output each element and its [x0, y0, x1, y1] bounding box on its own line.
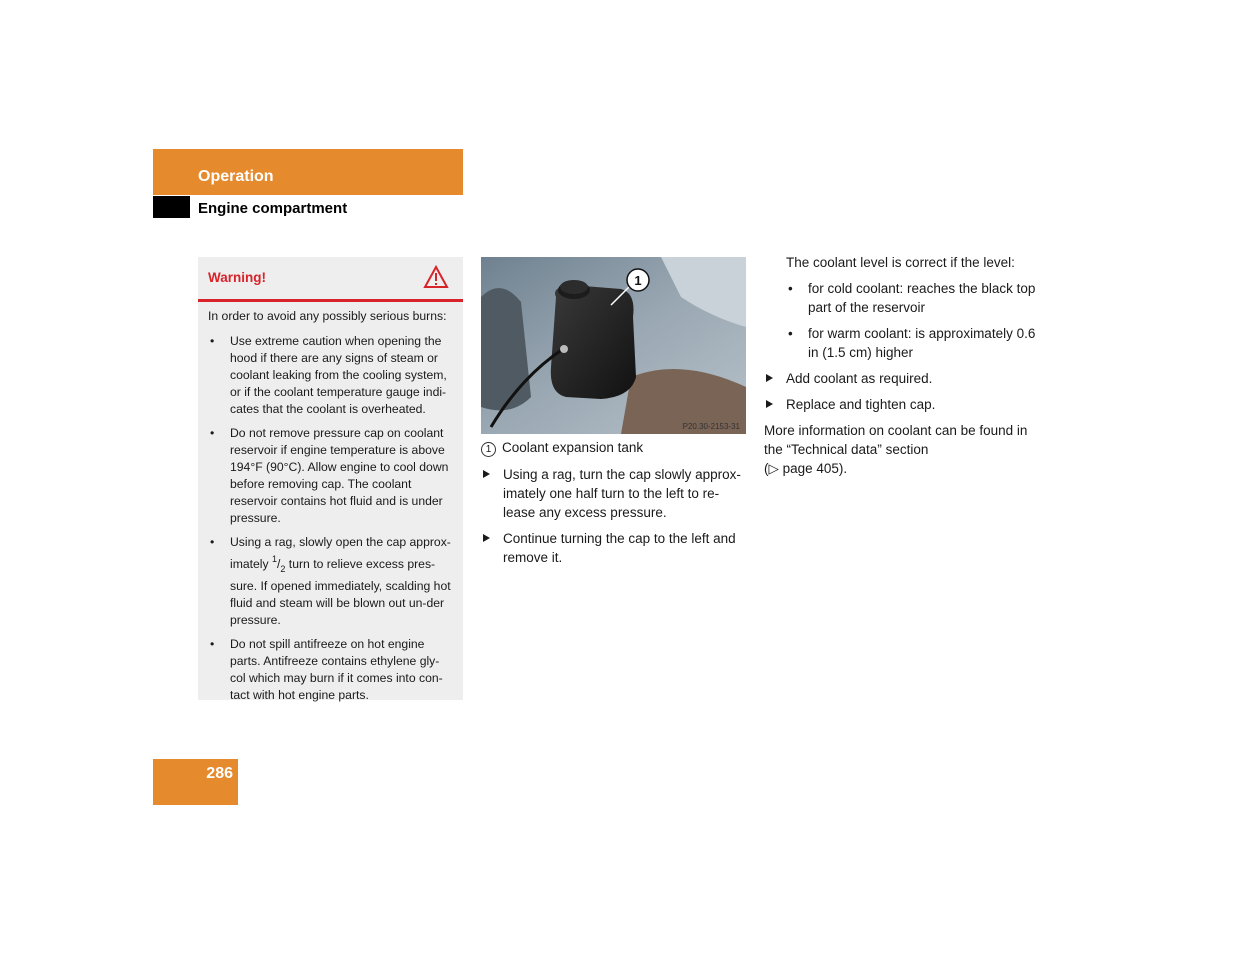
fraction-slash: /	[277, 557, 281, 571]
coolant-tank-photo	[481, 257, 746, 434]
step-text: Add coolant as required.	[786, 371, 933, 386]
page-number-box	[153, 759, 238, 805]
figure-caption	[481, 438, 751, 457]
step-text: Continue turning the cap to the left and remove it.	[503, 531, 736, 565]
photo-code: P20.30-2153-31	[682, 422, 740, 431]
warning-intro: In order to avoid any possibly serious burns:	[208, 309, 447, 323]
step-arrow-icon	[483, 470, 490, 478]
warning-header	[198, 257, 463, 302]
warning-item	[208, 534, 454, 629]
fraction-item-after: turn to relieve excess pres-sure. If opened immediately, scalding hot fluid and steam will be blown out un-der pressure.	[230, 557, 451, 627]
warning-list	[208, 333, 454, 704]
caption-number: 1	[481, 442, 496, 457]
warning-item: • Use extreme caution when opening the hood if there are any signs of steam or coolant leaking from the cooling system, or if the coolant temperature gauge indi-cates that the coolant is overheated.	[208, 333, 454, 418]
page-number: 286	[206, 765, 233, 782]
warning-title: Warning!	[208, 270, 266, 285]
subsection-tab-marker	[153, 196, 190, 218]
caption-text: Coolant expansion tank	[502, 440, 644, 455]
warning-item: • Do not remove pressure cap on coolant reservoir if engine temperature is above 194°F (90°C). Allow engine to cool down before removing cap. The coolant reservoir contains hot fluid and is under pressure.	[208, 425, 454, 527]
middle-column	[481, 438, 751, 574]
step-text: Replace and tighten cap.	[786, 397, 936, 412]
step-arrow-icon	[766, 374, 773, 382]
instruction-step	[481, 529, 751, 567]
instruction-step	[764, 369, 1039, 388]
step-arrow-icon	[483, 534, 490, 542]
instruction-step	[764, 395, 1039, 414]
page-reference-link[interactable]: (▷ page 405).	[764, 461, 848, 476]
subsection-title: Engine compartment	[198, 200, 348, 217]
coolant-level-bullet: • for warm coolant: is approximately 0.6 in (1.5 cm) higher	[764, 324, 1039, 362]
section-title: Operation	[198, 168, 274, 185]
more-info-body: More information on coolant can be found in the “Technical data” section	[764, 423, 1028, 457]
fraction-denominator: 2	[280, 564, 286, 574]
more-info-text	[764, 421, 1039, 478]
step-arrow-icon	[766, 400, 773, 408]
photo-callout-number: 1	[634, 273, 642, 288]
coolant-level-intro: The coolant level is correct if the level:	[786, 255, 1015, 270]
warning-box	[198, 257, 463, 700]
warning-item: • Do not spill antifreeze on hot engine parts. Antifreeze contains ethylene gly-col which may burn if it comes into con-tact with hot engine parts.	[208, 636, 454, 704]
fraction-item-before: Using a rag, slowly open the cap approx-imately	[230, 535, 451, 571]
coolant-level-bullet: • for cold coolant: reaches the black top part of the reservoir	[764, 279, 1039, 317]
fraction-numerator: 1	[272, 554, 278, 564]
instruction-step	[481, 465, 751, 522]
step-text: Using a rag, turn the cap slowly approx-imately one half turn to the left to re-lease any excess pressure.	[503, 467, 741, 520]
right-column	[764, 253, 1039, 485]
warning-triangle-icon	[423, 265, 449, 289]
warning-body	[198, 302, 463, 704]
